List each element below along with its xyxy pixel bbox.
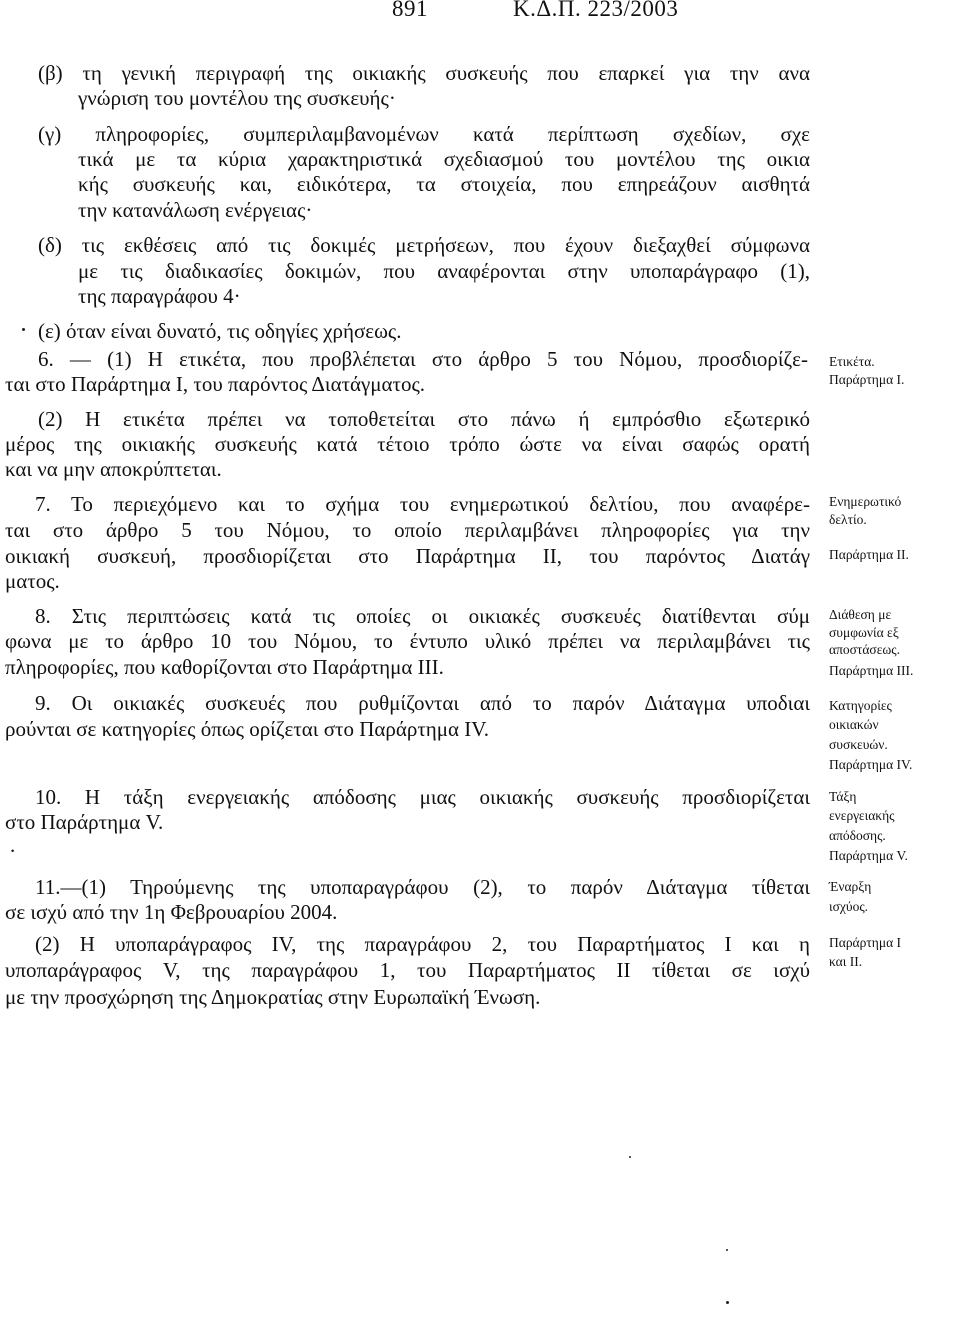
side-note: απόδοσης. bbox=[829, 828, 886, 843]
text-line: (2) Η υποπαράγραφος IV, της παραγράφου 2, του Παραρτήματος Ι και η bbox=[35, 932, 810, 956]
page-number: 891 bbox=[392, 0, 428, 21]
speck bbox=[629, 1156, 631, 1158]
text-line: ρούνται σε κατηγορίες όπως ορίζεται στο Παράρτημα IV. bbox=[5, 717, 489, 741]
text-line: γνώριση του μοντέλου της συσκευής· bbox=[78, 86, 396, 110]
side-note: Παράρτημα Ι. bbox=[829, 372, 905, 387]
text-line: και να μην αποκρύπτεται. bbox=[5, 457, 222, 481]
side-note: Διάθεση με bbox=[829, 607, 892, 622]
text-line: 6. — (1) Η ετικέτα, που προβλέπεται στο άρθρο 5 του Νόμου, προσδιορίζε- bbox=[38, 347, 808, 371]
text-line: 7. Το περιεχόμενο και το σχήμα του ενημερωτικού δελτίου, που αναφέρε- bbox=[35, 492, 810, 516]
text-line: με τις διαδικασίες δοκιμών, που αναφέρονται στην υποπαράγραφο (1), bbox=[78, 259, 810, 283]
side-note: Παράρτημα ΙΙΙ. bbox=[829, 663, 914, 678]
text-line: 10. Η τάξη ενεργειακής απόδοσης μιας οικιακής συσκευής προσδιορίζεται bbox=[35, 785, 810, 809]
text-line: (γ) πληροφορίες, συμπεριλαμβανομένων κατά περίπτωση σχεδίων, σχε bbox=[38, 122, 810, 146]
side-note: οικιακών bbox=[829, 717, 879, 732]
text-line: φωνα με το άρθρο 10 του Νόμου, το έντυπο υλικό πρέπει να περιλαμβάνει τις bbox=[5, 629, 810, 653]
side-note: Παράρτημα IV. bbox=[829, 757, 913, 772]
text-line: ται στο άρθρο 5 του Νόμου, το οποίο περιλαμβάνει πληροφορίες για την bbox=[5, 518, 810, 542]
text-line: της παραγράφου 4· bbox=[78, 284, 241, 308]
text-line: 8. Στις περιπτώσεις κατά τις οποίες οι οικιακές συσκευές διατίθενται σύμ bbox=[35, 604, 810, 628]
side-note: Έναρξη bbox=[829, 879, 872, 894]
text-line: οικιακή συσκευή, προσδιορίζεται στο Παράρτημα ΙΙ, του παρόντος Διατάγ bbox=[5, 544, 810, 568]
side-note: Παράρτημα ΙΙ. bbox=[829, 547, 909, 562]
document-reference: Κ.Δ.Π. 223/2003 bbox=[513, 0, 679, 21]
text-line: (2) Η ετικέτα πρέπει να τοποθετείται στο πάνω ή εμπρόσθιο εξωτερικό bbox=[38, 407, 810, 431]
speck bbox=[22, 328, 25, 331]
speck bbox=[726, 1301, 729, 1304]
side-note: Ετικέτα. bbox=[829, 354, 875, 369]
text-line: τικά με τα κύρια χαρακτηριστικά σχεδιασμού του μοντέλου της οικια bbox=[78, 147, 810, 171]
text-line: μέρος της οικιακής συσκευής κατά τέτοιο τρόπο ώστε να είναι σαφώς ορατή bbox=[5, 432, 810, 456]
text-line: 9. Οι οικιακές συσκευές που ρυθμίζονται από το παρόν Διάταγμα υποδιαι bbox=[35, 691, 810, 715]
side-note: δελτίο. bbox=[829, 512, 867, 527]
side-note: συμφωνία εξ bbox=[829, 625, 899, 640]
text-line: με την προσχώρηση της Δημοκρατίας στην Ευρωπαϊκή Ένωση. bbox=[5, 985, 541, 1009]
side-note: ισχύος. bbox=[829, 899, 869, 914]
side-note: Κατηγορίες bbox=[829, 698, 892, 713]
side-note: και ΙΙ. bbox=[829, 954, 863, 969]
text-line: ματος. bbox=[5, 569, 60, 593]
side-note: συσκευών. bbox=[829, 737, 888, 752]
text-line: την κατανάλωση ενέργειας· bbox=[78, 198, 313, 222]
side-note: Παράρτημα Ι bbox=[829, 935, 902, 950]
side-note: Παράρτημα V. bbox=[829, 848, 908, 863]
text-line: (δ) τις εκθέσεις από τις δοκιμές μετρήσεων, που έχουν διεξαχθεί σύμφωνα bbox=[38, 233, 810, 257]
text-line: κής συσκευής και, ειδικότερα, τα στοιχεία, που επηρεάζουν αισθητά bbox=[78, 172, 810, 196]
side-note: αποστάσεως. bbox=[829, 642, 900, 657]
stray-period: . bbox=[10, 833, 16, 857]
text-line: 11.—(1) Τηρούμενης της υποπαραγράφου (2), το παρόν Διάταγμα τίθεται bbox=[35, 875, 810, 899]
side-note: Ενημερωτικό bbox=[829, 494, 902, 509]
text-line: υποπαράγραφος V, της παραγράφου 1, του Παραρτήματος ΙΙ τίθεται σε ισχύ bbox=[5, 958, 810, 982]
text-line: (ε) όταν είναι δυνατό, τις οδηγίες χρήσεως. bbox=[38, 319, 402, 343]
side-note: ενεργειακής bbox=[829, 808, 895, 823]
speck bbox=[726, 1249, 728, 1251]
side-note: Τάξη bbox=[829, 789, 857, 804]
text-line: στο Παράρτημα V. bbox=[5, 810, 164, 834]
text-line: ται στο Παράρτημα Ι, του παρόντος Διατάγματος. bbox=[5, 372, 426, 396]
text-line: (β) τη γενική περιγραφή της οικιακής συσκευής που επαρκεί για την ανα bbox=[38, 61, 810, 85]
text-line: πληροφορίες, που καθορίζονται στο Παράρτημα ΙΙΙ. bbox=[5, 655, 444, 679]
text-line: σε ισχύ από την 1η Φεβρουαρίου 2004. bbox=[5, 900, 338, 924]
